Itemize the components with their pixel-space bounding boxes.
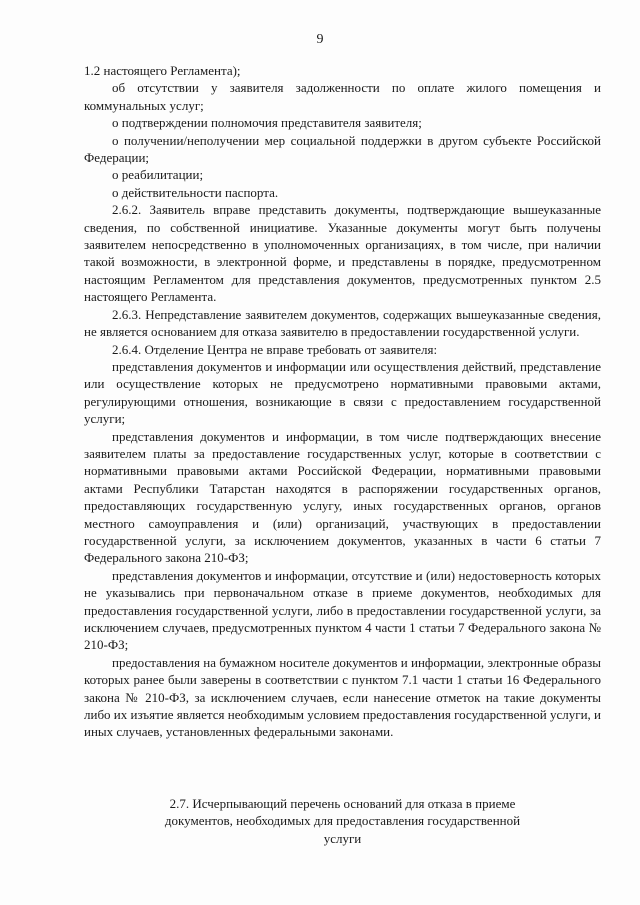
paragraph: об отсутствии у заявителя задолженности по оплате жилого помещения и коммунальных услуг; — [84, 80, 601, 113]
body-text — [84, 62, 601, 741]
paragraph: 2.6.3. Непредставление заявителем документов, содержащих вышеуказанные сведения, не является основанием для отказа заявителю в предоставлении государственной услуги. — [84, 306, 601, 340]
paragraph: о действительности паспорта. — [112, 184, 279, 200]
paragraph: о получении/неполучении мер социальной поддержки в другом субъекте Российской Федерации; — [84, 132, 601, 166]
paragraph: 1.2 настоящего Регламента); — [84, 63, 241, 78]
paragraph: предоставления на бумажном носителе документов и информации, электронные образы которых ранее были заверены в соответствии с пунктом 7.1 части 1 статьи 16 Федерального закона № 210-ФЗ, за исключением случаев, если нанесение отметок на такие документы либо их изъятие является необходимым условием предоставления государственной услуги, и иных случаев, установленных федеральными законами. — [84, 654, 601, 740]
section-heading — [84, 795, 601, 847]
page-number: 9 — [316, 32, 324, 47]
heading-line: 2.7. Исчерпывающий перечень оснований для отказа в приеме — [169, 796, 516, 811]
paragraph: о подтверждении полномочия представителя заявителя; — [112, 115, 422, 131]
paragraph: 2.6.2. Заявитель вправе представить документы, подтверждающие вышеуказанные сведения, по собственной инициативе. Указанные документы могут быть получены заявителем непосредственно в уполномоченных организациях, в том числе, при наличии такой возможности, в электронной форме, и представлены в порядке, предусмотренном настоящим Регламентом для представления документов, предусмотренных пунктом 2.5 настоящего Регламента. — [84, 202, 601, 305]
paragraph: представления документов и информации или осуществления действий, представление или осуществление которых не предусмотрено нормативными правовыми актами, регулирующими отношения, возникающие в связи с предоставлением государственной услуги; — [84, 358, 601, 427]
paragraph: 2.6.4. Отделение Центра не вправе требовать от заявителя: — [112, 341, 438, 357]
paragraph: представления документов и информации, в том числе подтверждающих внесение заявителем платы за предоставление государственных услуг, которые в соответствии с нормативными правовыми актами Российской Федерации, нормативными правовыми актами Республики Татарстан находятся в распоряжении государственных органов, предоставляющих государственную услугу, иных государственных органов, органов местного самоуправления и (или) организаций, участвующих в предоставлении государственной услуги, за исключением документов, указанных в части 6 статьи 7 Федерального закона 210-ФЗ; — [84, 428, 601, 566]
paragraph: представления документов и информации, отсутствие и (или) недостоверность которых не указывались при первоначальном отказе в приеме документов, необходимых для предоставления государственной услуги, либо в предоставлении государственной услуги, за исключением случаев, предусмотренных пунктом 4 части 1 статьи 7 Федерального закона № 210-ФЗ; — [84, 567, 601, 653]
heading-line: услуги — [323, 830, 362, 846]
heading-line: документов, необходимых для предоставления государственной — [164, 813, 521, 829]
paragraph: о реабилитации; — [112, 167, 204, 183]
